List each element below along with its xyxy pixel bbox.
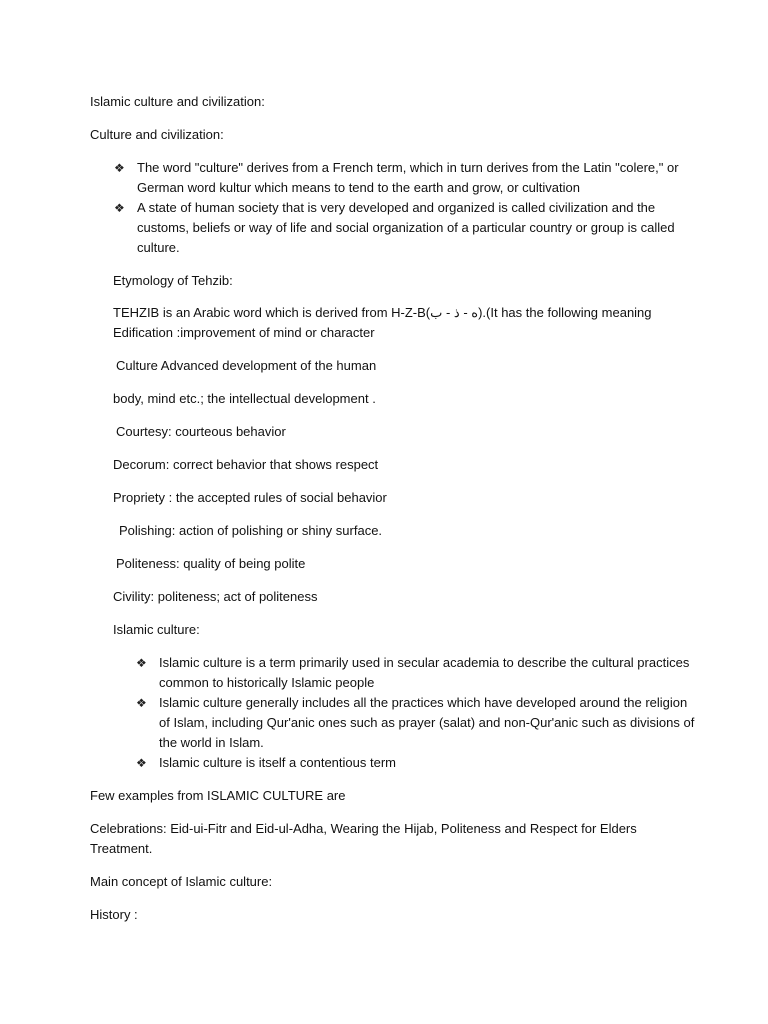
bullet-icon: ❖ xyxy=(114,161,125,175)
document-title: Islamic culture and civilization: xyxy=(90,94,265,109)
meaning-polishing: Polishing: action of polishing or shiny surface. xyxy=(119,523,383,538)
meaning-culture-line-1: Culture Advanced development of the human xyxy=(116,358,377,373)
celebrations-line-1: Celebrations: Eid-ui-Fitr and Eid-ul-Adha, Wearing the Hijab, Politeness and Respect for Elders xyxy=(90,821,637,836)
islamic-bullet-2-line-2: of Islam, including Qur'anic ones such as prayer (salat) and non-Qur'anic such as divisions of xyxy=(159,715,695,730)
etymology-line-2: Edification :improvement of mind or character xyxy=(113,325,375,340)
etymology-line-1: TEHZIB is an Arabic word which is derived from H-Z-B(ه - ذ - ب).(It has the following meaning xyxy=(113,305,652,320)
bullet-icon: ❖ xyxy=(114,201,125,215)
etymology-heading: Etymology of Tehzib: xyxy=(113,273,233,288)
culture-bullet-2-line-3: culture. xyxy=(137,240,180,255)
meaning-civility: Civility: politeness; act of politeness xyxy=(113,589,318,604)
culture-bullet-2-line-2: customs, beliefs or way of life and social organization of a particular country or group is called xyxy=(137,220,675,235)
meaning-courtesy: Courtesy: courteous behavior xyxy=(116,424,286,439)
culture-bullet-1-line-1: The word "culture" derives from a French term, which in turn derives from the Latin "colere," or xyxy=(137,160,679,175)
bullet-icon: ❖ xyxy=(136,696,147,710)
culture-bullet-1-line-2: German word kultur which means to tend to the earth and grow, or cultivation xyxy=(137,180,580,195)
meaning-propriety: Propriety : the accepted rules of social behavior xyxy=(113,490,387,505)
culture-bullet-2-line-1: A state of human society that is very developed and organized is called civilization and the xyxy=(137,200,656,215)
islamic-bullet-2-line-3: the world in Islam. xyxy=(159,735,264,750)
section-heading-culture-civilization: Culture and civilization: xyxy=(90,127,224,142)
islamic-bullet-1-line-1: Islamic culture is a term primarily used in secular academia to describe the cultural practices xyxy=(159,655,690,670)
history-heading: History : xyxy=(90,907,138,922)
islamic-bullet-3-line-1: Islamic culture is itself a contentious term xyxy=(159,755,396,770)
meaning-politeness: Politeness: quality of being polite xyxy=(116,556,306,571)
main-concept-heading: Main concept of Islamic culture: xyxy=(90,874,273,889)
bullet-icon: ❖ xyxy=(136,656,147,670)
meaning-decorum: Decorum: correct behavior that shows respect xyxy=(113,457,379,472)
examples-heading: Few examples from ISLAMIC CULTURE are xyxy=(90,788,346,803)
bullet-icon: ❖ xyxy=(136,756,147,770)
islamic-bullet-2-line-1: Islamic culture generally includes all the practices which have developed around the religion xyxy=(159,695,688,710)
celebrations-line-2: Treatment. xyxy=(90,841,153,856)
islamic-culture-heading: Islamic culture: xyxy=(113,622,200,637)
meaning-culture-line-2: body, mind etc.; the intellectual development . xyxy=(113,391,376,406)
islamic-bullet-1-line-2: common to historically Islamic people xyxy=(159,675,375,690)
